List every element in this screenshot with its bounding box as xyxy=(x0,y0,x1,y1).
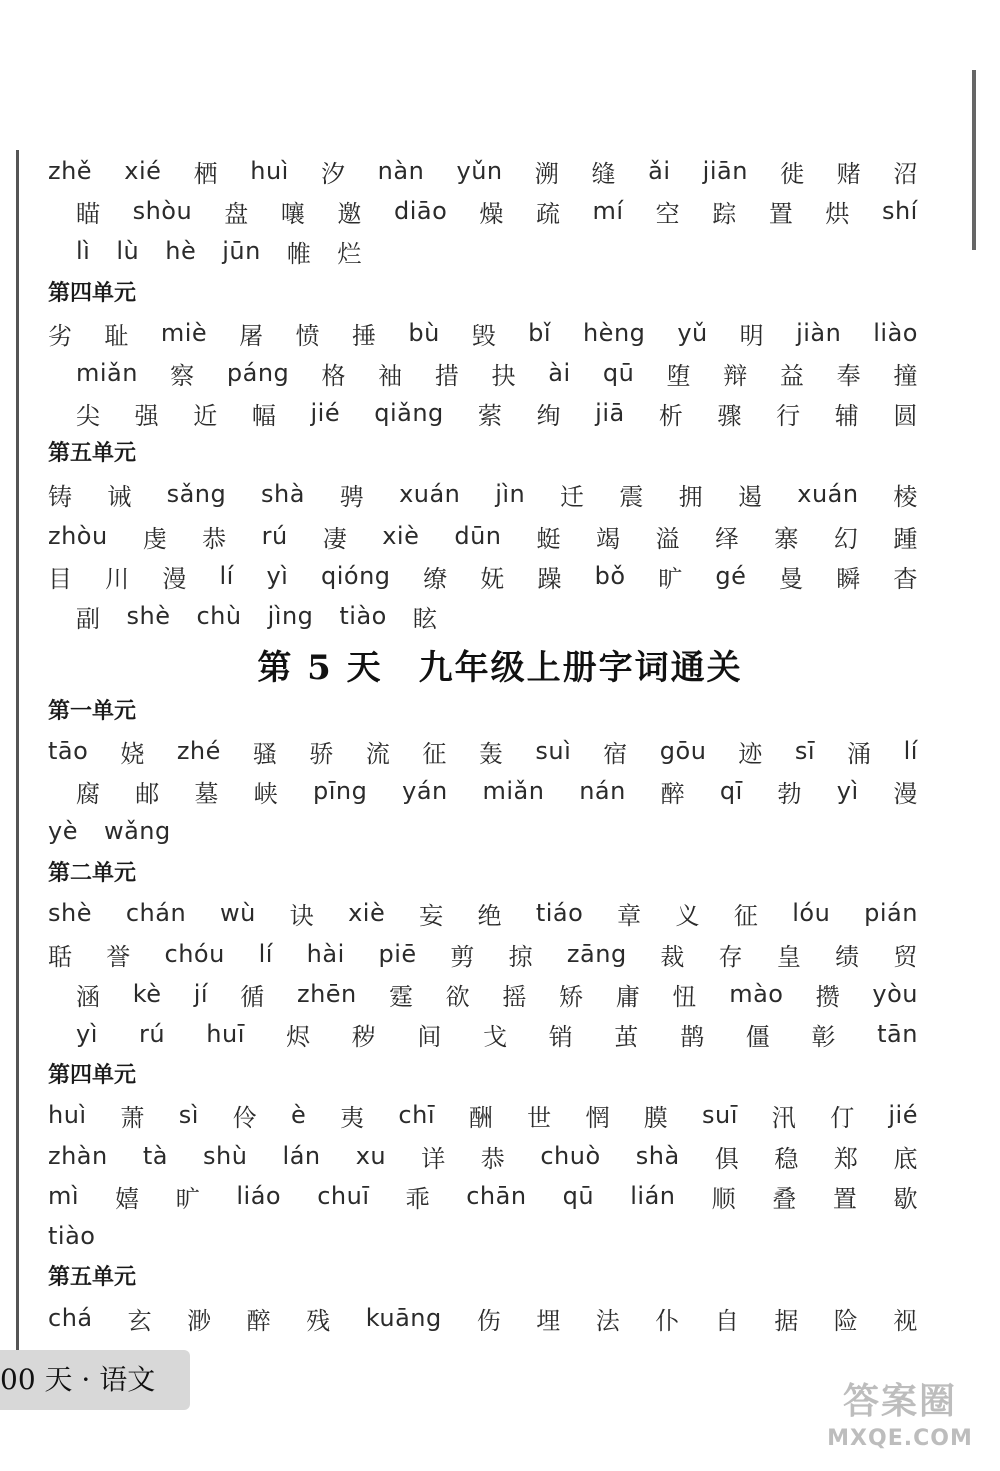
unit-heading: 第四单元 xyxy=(48,280,137,306)
word-token: lí xyxy=(903,737,918,765)
word-token: 彰 xyxy=(811,1022,836,1051)
word-token: 铸 xyxy=(48,482,73,511)
word-token: sī xyxy=(794,737,816,765)
word-token: 汛 xyxy=(771,1103,797,1132)
word-token: 循 xyxy=(240,982,265,1011)
word-token: 嬉 xyxy=(115,1184,140,1213)
word-token: miè xyxy=(160,319,208,347)
word-token: rú xyxy=(139,1020,166,1048)
word-token: chá xyxy=(48,1304,93,1332)
word-token: 剪 xyxy=(450,942,475,971)
word-token: zhé xyxy=(176,737,221,765)
word-token: 虔 xyxy=(142,524,168,553)
word-token: 膜 xyxy=(643,1103,669,1132)
word-line xyxy=(48,151,918,191)
word-token: 存 xyxy=(718,942,744,971)
word-token: 仃 xyxy=(830,1103,855,1132)
word-token: 强 xyxy=(134,401,160,430)
watermark-text: 答案圈 xyxy=(842,1381,957,1422)
word-token: 堕 xyxy=(666,361,692,390)
word-token: 邮 xyxy=(135,779,160,808)
word-token: 夷 xyxy=(340,1103,365,1132)
word-token: 幅 xyxy=(251,401,277,430)
word-token: 稳 xyxy=(774,1144,799,1173)
word-token: suì xyxy=(535,737,572,765)
word-token: 皇 xyxy=(776,942,802,971)
word-token: 嚷 xyxy=(280,199,306,228)
word-token: 竭 xyxy=(595,524,621,553)
word-token: 誉 xyxy=(106,942,131,971)
word-token: jìn xyxy=(495,480,526,508)
word-token: 栖 xyxy=(193,159,219,188)
word-token: 聒 xyxy=(48,942,73,971)
word-token: hè xyxy=(165,237,197,265)
word-token: jìng xyxy=(267,602,314,630)
word-token: nán xyxy=(579,777,626,805)
word-token: 间 xyxy=(417,1022,442,1051)
word-token: chī xyxy=(398,1101,435,1129)
word-token: shù xyxy=(203,1142,248,1170)
word-token: sǎng xyxy=(166,480,227,508)
word-token: 庸 xyxy=(615,982,641,1011)
word-token: gé xyxy=(715,562,747,590)
word-line xyxy=(48,556,918,596)
word-token: qiǎng xyxy=(374,399,444,427)
word-token: xuán xyxy=(399,480,461,508)
word-token: tiào xyxy=(339,602,387,630)
word-token: zāng xyxy=(566,940,627,968)
word-token: 圆 xyxy=(893,401,918,430)
word-token: 渺 xyxy=(187,1306,212,1335)
word-token: xu xyxy=(355,1142,387,1170)
word-line xyxy=(76,596,918,636)
word-token: 宿 xyxy=(603,739,628,768)
word-token: yǔn xyxy=(456,157,503,185)
word-token: 视 xyxy=(893,1306,918,1335)
word-token: 醉 xyxy=(246,1306,272,1335)
word-token: huī xyxy=(206,1020,245,1048)
word-token: 轰 xyxy=(478,739,504,768)
word-token: 撞 xyxy=(893,361,918,390)
word-token: 妩 xyxy=(480,564,505,593)
word-token: 遏 xyxy=(737,482,763,511)
word-token: yè xyxy=(48,817,78,845)
word-token: 拥 xyxy=(678,482,704,511)
word-token: 萦 xyxy=(477,401,503,430)
word-token: 章 xyxy=(617,901,642,930)
word-token: 伤 xyxy=(476,1306,502,1335)
word-token: 忸 xyxy=(672,982,697,1011)
word-token: 诫 xyxy=(107,482,132,511)
word-token: 征 xyxy=(733,901,759,930)
word-line xyxy=(48,1095,918,1135)
word-token: 戈 xyxy=(483,1022,508,1051)
word-token: 屠 xyxy=(239,321,264,350)
word-token: xié xyxy=(124,157,162,185)
word-token: 疏 xyxy=(535,199,561,228)
word-line xyxy=(76,1014,918,1054)
word-token: yǔ xyxy=(677,319,708,347)
word-token: 酬 xyxy=(468,1103,494,1132)
word-token: wù xyxy=(220,899,256,927)
word-token: 察 xyxy=(170,361,195,390)
word-token: zhàn xyxy=(48,1142,108,1170)
word-token: 绝 xyxy=(477,901,502,930)
word-token: 蜓 xyxy=(536,524,561,553)
word-token: lù xyxy=(116,237,140,265)
word-token: jiān xyxy=(702,157,748,185)
word-token: tāo xyxy=(48,737,89,765)
word-token: 征 xyxy=(422,739,447,768)
word-token: 底 xyxy=(893,1144,918,1173)
word-line xyxy=(48,313,918,353)
word-token: yì xyxy=(266,562,289,590)
word-token: xiè xyxy=(348,899,386,927)
word-token: piē xyxy=(378,940,417,968)
word-token: 峡 xyxy=(253,779,279,808)
section-title: 第 5 天 九年级上册字词通关 xyxy=(257,648,743,688)
word-token: chān xyxy=(466,1182,527,1210)
word-line xyxy=(48,1298,918,1338)
word-token: sì xyxy=(178,1101,199,1129)
word-token: 矫 xyxy=(559,982,584,1011)
word-token: zhě xyxy=(48,157,93,185)
word-token: 醉 xyxy=(660,779,686,808)
word-token: pīng xyxy=(313,777,368,805)
word-token: è xyxy=(291,1101,307,1129)
word-token: tiào xyxy=(48,1222,96,1250)
word-token: shòu xyxy=(132,197,193,225)
word-line xyxy=(76,353,918,393)
word-token: 勃 xyxy=(777,779,802,808)
word-token: huì xyxy=(250,157,289,185)
word-token: 骋 xyxy=(339,482,365,511)
word-token: 漫 xyxy=(162,564,187,593)
word-token: 踪 xyxy=(712,199,737,228)
word-token: xuán xyxy=(797,480,859,508)
word-token: jí xyxy=(193,980,209,1008)
word-token: 据 xyxy=(774,1306,799,1335)
word-token: 烬 xyxy=(286,1022,311,1051)
word-line xyxy=(76,974,918,1014)
word-token: 迁 xyxy=(560,482,585,511)
word-token: tān xyxy=(877,1020,918,1048)
word-token: lóu xyxy=(792,899,831,927)
word-token: 销 xyxy=(548,1022,574,1051)
unit-heading: 第四单元 xyxy=(48,1062,137,1088)
word-token: diāo xyxy=(394,197,448,225)
word-token: 霆 xyxy=(388,982,414,1011)
word-token: 烘 xyxy=(825,199,850,228)
word-token: shà xyxy=(261,480,305,508)
word-token: 棱 xyxy=(893,482,918,511)
word-token: 溢 xyxy=(655,524,680,553)
watermark-logo xyxy=(810,1380,990,1460)
word-token: 骚 xyxy=(252,739,278,768)
word-token: lí xyxy=(219,562,234,590)
word-token: 涵 xyxy=(76,982,101,1011)
page-edge-mark xyxy=(972,70,976,250)
word-token: 毁 xyxy=(471,321,497,350)
word-token: 裁 xyxy=(660,942,685,971)
word-token: 副 xyxy=(76,604,101,633)
word-token: 抉 xyxy=(491,361,517,390)
word-token: 躁 xyxy=(537,564,562,593)
word-token: 措 xyxy=(434,361,460,390)
word-line xyxy=(48,934,918,974)
word-token: 辩 xyxy=(723,361,748,390)
word-token: 恭 xyxy=(202,524,227,553)
word-token: 乖 xyxy=(405,1184,431,1213)
word-line xyxy=(48,731,918,771)
word-token: 涌 xyxy=(847,739,872,768)
word-token: huì xyxy=(48,1101,87,1129)
word-token: 川 xyxy=(105,564,130,593)
word-token: 墓 xyxy=(194,779,219,808)
word-line xyxy=(76,231,918,271)
word-token: zhēn xyxy=(296,980,357,1008)
word-token: 辅 xyxy=(834,401,860,430)
word-token: shà xyxy=(635,1142,680,1170)
word-token: lián xyxy=(630,1182,676,1210)
word-token: 尖 xyxy=(76,401,101,430)
word-line xyxy=(76,771,918,811)
word-token: jié xyxy=(310,399,341,427)
footer-label: 00 天 · 语文 xyxy=(0,1363,156,1396)
word-token: chuī xyxy=(317,1182,370,1210)
word-token: 烂 xyxy=(337,239,362,268)
word-token: mí xyxy=(592,197,624,225)
word-token: liào xyxy=(873,319,918,347)
word-token: 震 xyxy=(619,482,644,511)
word-token: 流 xyxy=(365,739,391,768)
word-token: 析 xyxy=(658,401,684,430)
word-token: 漫 xyxy=(893,779,918,808)
word-token: 埋 xyxy=(536,1306,561,1335)
word-token: kè xyxy=(132,980,162,1008)
word-token: 踵 xyxy=(893,524,918,553)
word-token: 幻 xyxy=(833,524,859,553)
word-token: 沼 xyxy=(893,159,918,188)
word-token: 玄 xyxy=(127,1306,153,1335)
word-token: ài xyxy=(548,359,571,387)
word-token: qī xyxy=(719,777,743,805)
word-token: 险 xyxy=(833,1306,859,1335)
word-token: rú xyxy=(261,522,288,550)
word-token: mào xyxy=(729,980,784,1008)
word-token: 旷 xyxy=(658,564,683,593)
word-token: 凄 xyxy=(322,524,348,553)
word-token: 瞄 xyxy=(76,199,101,228)
word-token: miǎn xyxy=(482,777,545,805)
word-token: 骤 xyxy=(717,401,742,430)
word-token: nàn xyxy=(377,157,425,185)
word-token: jūn xyxy=(222,237,261,265)
word-token: tà xyxy=(142,1142,168,1170)
word-token: 顺 xyxy=(711,1184,737,1213)
word-token: 奉 xyxy=(836,361,862,390)
word-token: 瞬 xyxy=(836,564,861,593)
word-token: 劣 xyxy=(48,321,73,350)
word-token: bǐ xyxy=(528,319,552,347)
word-token: 置 xyxy=(832,1184,858,1213)
word-token: 仆 xyxy=(655,1306,680,1335)
word-token: 愤 xyxy=(295,321,320,350)
word-token: suī xyxy=(702,1101,738,1129)
word-line xyxy=(48,516,918,556)
word-token: gōu xyxy=(659,737,707,765)
word-token: 骄 xyxy=(309,739,334,768)
word-token: yì xyxy=(76,1020,98,1048)
word-token: 徙 xyxy=(780,159,805,188)
word-token: liáo xyxy=(236,1182,282,1210)
word-token: 赌 xyxy=(836,159,862,188)
word-token: lí xyxy=(258,940,273,968)
word-token: jié xyxy=(888,1101,918,1129)
word-token: zhòu xyxy=(48,522,108,550)
word-token: bù xyxy=(408,319,440,347)
word-token: mì xyxy=(48,1182,80,1210)
word-token: qū xyxy=(602,359,635,387)
unit-heading: 第五单元 xyxy=(48,440,137,466)
word-token: qióng xyxy=(321,562,391,590)
word-line xyxy=(48,1176,918,1216)
word-token: 鹊 xyxy=(680,1022,705,1051)
word-token: 置 xyxy=(768,199,794,228)
word-token: 摇 xyxy=(502,982,527,1011)
word-token: 曼 xyxy=(779,564,804,593)
word-token: hài xyxy=(306,940,345,968)
word-token: 盘 xyxy=(224,199,249,228)
word-token: shè xyxy=(48,899,92,927)
word-token: 歇 xyxy=(893,1184,918,1213)
word-token: 娆 xyxy=(120,739,145,768)
word-token: 旷 xyxy=(175,1184,201,1213)
word-token: 义 xyxy=(675,901,700,930)
word-line xyxy=(48,811,918,851)
word-token: 杳 xyxy=(893,564,918,593)
word-token: lán xyxy=(282,1142,321,1170)
word-token: 叠 xyxy=(772,1184,797,1213)
word-token: 详 xyxy=(421,1144,446,1173)
word-token: bǒ xyxy=(594,562,626,590)
word-token: 缭 xyxy=(423,564,448,593)
word-token: xiè xyxy=(382,522,420,550)
word-token: 寨 xyxy=(774,524,799,553)
word-token: 眩 xyxy=(412,604,438,633)
word-line xyxy=(76,393,918,433)
word-token: 残 xyxy=(306,1306,331,1335)
word-token: 行 xyxy=(776,401,801,430)
word-token: chán xyxy=(125,899,187,927)
word-token: 恭 xyxy=(480,1144,506,1173)
word-token: 妄 xyxy=(419,901,444,930)
word-token: 近 xyxy=(193,401,218,430)
word-token: chóu xyxy=(164,940,225,968)
word-token: lì xyxy=(76,237,91,265)
word-line xyxy=(48,893,918,933)
word-token: 欲 xyxy=(445,982,471,1011)
word-token: 绎 xyxy=(714,524,740,553)
word-token: 伶 xyxy=(232,1103,258,1132)
word-token: 秽 xyxy=(351,1022,377,1051)
unit-heading: 第一单元 xyxy=(48,698,137,724)
word-token: shí xyxy=(881,197,918,225)
word-token: kuāng xyxy=(365,1304,442,1332)
word-token: tiáo xyxy=(535,899,584,927)
word-token: 萧 xyxy=(120,1103,145,1132)
unit-heading: 第二单元 xyxy=(48,860,137,886)
word-token: 帷 xyxy=(286,239,312,268)
watermark-url: MXQE.COM xyxy=(827,1426,973,1451)
word-token: 郑 xyxy=(833,1144,859,1173)
word-token: 自 xyxy=(714,1306,740,1335)
word-token: 溯 xyxy=(534,159,560,188)
word-token: 邀 xyxy=(337,199,362,228)
word-token: 益 xyxy=(779,361,805,390)
unit-heading: 第五单元 xyxy=(48,1264,137,1290)
word-line xyxy=(76,191,918,231)
word-token: hèng xyxy=(582,319,646,347)
word-token: 迹 xyxy=(738,739,763,768)
word-token: pián xyxy=(864,899,918,927)
word-line xyxy=(48,474,918,514)
word-token: 腐 xyxy=(76,779,101,808)
word-token: 耻 xyxy=(104,321,129,350)
left-margin-rule xyxy=(16,150,19,1350)
word-token: 缝 xyxy=(591,159,616,188)
word-token: 诀 xyxy=(289,901,315,930)
word-token: 燥 xyxy=(479,199,504,228)
word-token: jiàn xyxy=(796,319,842,347)
word-token: 僵 xyxy=(745,1022,771,1051)
word-token: 捶 xyxy=(351,321,377,350)
word-token: páng xyxy=(226,359,290,387)
word-token: yòu xyxy=(872,980,918,1008)
word-token: 目 xyxy=(48,564,73,593)
word-token: 明 xyxy=(739,321,765,350)
word-token: 贸 xyxy=(893,942,918,971)
word-token: 空 xyxy=(655,199,681,228)
word-token: miǎn xyxy=(76,359,138,387)
word-token: yán xyxy=(402,777,448,805)
word-token: 茧 xyxy=(614,1022,639,1051)
word-token: wǎng xyxy=(103,817,171,845)
word-token: 掠 xyxy=(508,942,534,971)
word-token: 绩 xyxy=(835,942,860,971)
word-token: 惘 xyxy=(585,1103,610,1132)
word-token: 格 xyxy=(321,361,346,390)
word-token: shè xyxy=(126,602,171,630)
word-token: 法 xyxy=(595,1306,621,1335)
word-token: 汐 xyxy=(321,159,346,188)
word-token: jiā xyxy=(595,399,625,427)
word-token: chù xyxy=(196,602,242,630)
word-token: 世 xyxy=(527,1103,552,1132)
word-line xyxy=(48,1136,918,1176)
word-token: ǎi xyxy=(648,157,671,185)
word-line xyxy=(48,1216,918,1256)
word-token: chuò xyxy=(540,1142,601,1170)
word-token: 俱 xyxy=(714,1144,740,1173)
word-token: 袖 xyxy=(378,361,403,390)
word-token: 绚 xyxy=(536,401,562,430)
word-token: 攒 xyxy=(815,982,841,1011)
word-token: dūn xyxy=(454,522,502,550)
word-token: qū xyxy=(562,1182,595,1210)
word-token: yì xyxy=(836,777,859,805)
